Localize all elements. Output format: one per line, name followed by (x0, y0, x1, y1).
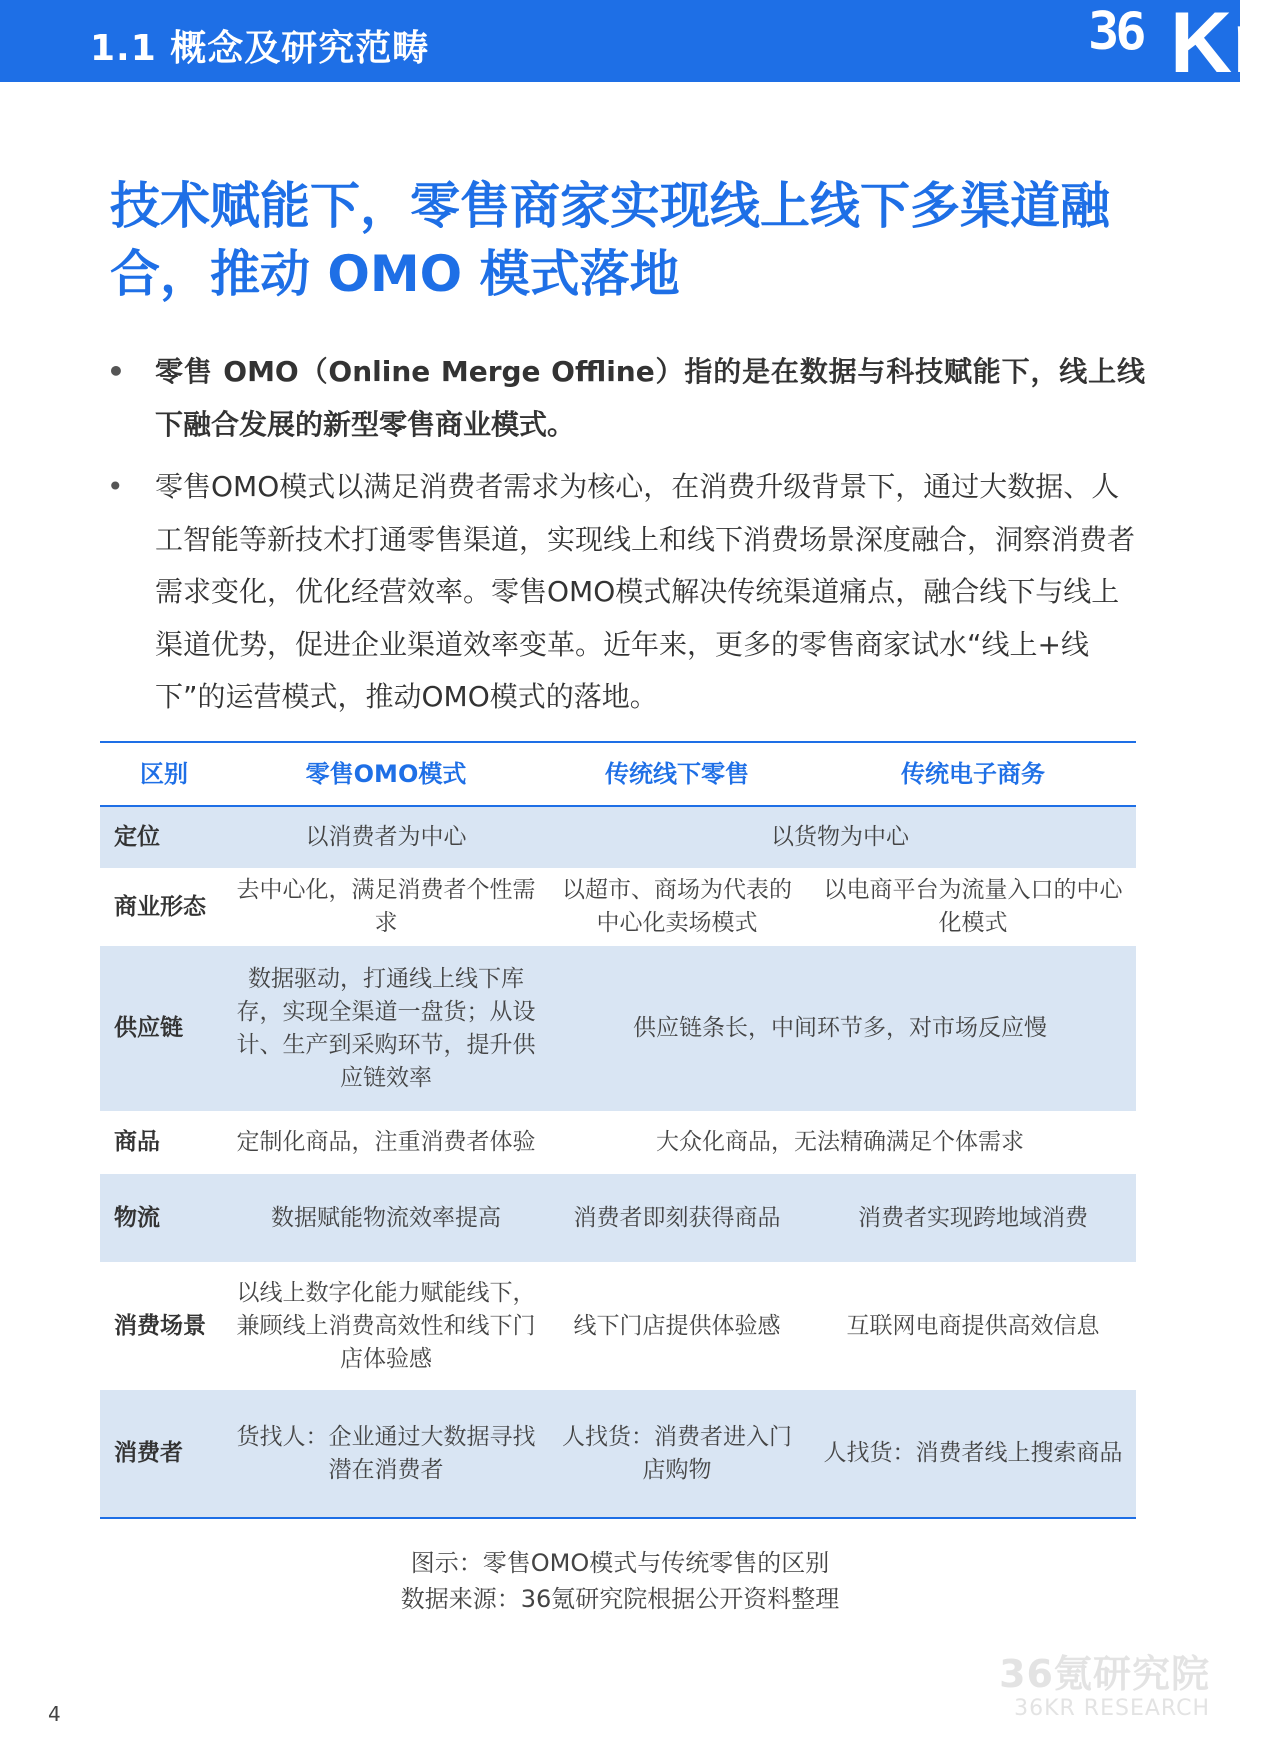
table-cell: 数据赋能物流效率提高 (228, 1174, 544, 1262)
watermark (999, 1652, 1210, 1722)
row-label: 消费场景 (114, 1312, 206, 1339)
row-label: 定位 (100, 806, 228, 868)
bullet-dot-icon: • (107, 470, 124, 503)
figure-caption (0, 1545, 1240, 1617)
table-row (100, 1262, 1136, 1390)
table-header-row (100, 742, 1136, 806)
row-label: 物流 (100, 1174, 228, 1262)
column-header: 零售OMO模式 (305, 760, 467, 788)
comparison-table (100, 741, 1136, 1519)
caption-source: 数据来源：36氪研究院根据公开资料整理 (400, 1585, 840, 1613)
page-title: 技术赋能下，零售商家实现线上线下多渠道融合，推动 OMO 模式落地 (110, 177, 1110, 303)
row-label: 消费者 (100, 1390, 228, 1518)
caption-title: 图示：零售OMO模式与传统零售的区别 (410, 1549, 830, 1577)
column-header: 传统线下零售 (605, 760, 749, 788)
column-header: 区别 (140, 760, 188, 788)
watermark-cn: 36氪研究院 (999, 1652, 1210, 1696)
table-cell: 数据驱动，打通线上线下库存，实现全渠道一盘货；从设计、生产到采购环节，提升供应链效率 (228, 946, 544, 1111)
table-cell: 以超市、商场为代表的中心化卖场模式 (562, 877, 792, 936)
table-cell: 以线上数字化能力赋能线下，兼顾线上消费高效性和线下门店体验感 (236, 1279, 536, 1372)
bullet-item (105, 345, 1145, 451)
table-cell: 人找货：消费者进入门店购物 (544, 1390, 810, 1518)
bullet-list (105, 345, 1145, 724)
table-cell: 定制化商品，注重消费者体验 (236, 1129, 536, 1155)
table-cell: 货找人：企业通过大数据寻找潜在消费者 (228, 1390, 544, 1518)
table-cell: 消费者即刻获得商品 (544, 1174, 810, 1262)
table-cell: 大众化商品，无法精确满足个体需求 (656, 1129, 1024, 1155)
bullet-item (105, 461, 1145, 724)
column-header: 传统电子商务 (901, 760, 1045, 788)
table-row (100, 1111, 1136, 1174)
page-header (0, 0, 1266, 91)
logo-number: 36 (1088, 2, 1143, 62)
watermark-en: 36KR RESEARCH (1014, 1696, 1210, 1721)
table-row (100, 806, 1136, 868)
table-row (100, 946, 1136, 1111)
section-title: 1.1 概念及研究范畴 (90, 28, 430, 69)
table-cell: 以电商平台为流量入口的中心化模式 (823, 877, 1123, 936)
table-cell: 供应链条长，中间环节多，对市场反应慢 (544, 946, 1136, 1111)
table-cell: 线下门店提供体验感 (573, 1312, 781, 1339)
logo-letters: Kr (1170, 0, 1266, 91)
table-row (100, 868, 1136, 946)
bullet-dot-icon: • (107, 355, 125, 388)
bullet-text: 零售OMO模式以满足消费者需求为核心，在消费升级背景下，通过大数据、人工智能等新技术打通零售渠道，实现线上和线下消费场景深度融合，洞察消费者需求变化，优化经营效率。零售OMO模式解决传统渠道痛点，融合线下与线上渠道优势，促进企业渠道效率变革。近年来，更多的零售商家试水“线上+线下”的运营模式，推动OMO模式的落地。 (155, 470, 1136, 713)
table-row (100, 1174, 1136, 1262)
row-label: 供应链 (100, 946, 228, 1111)
page-number: 4 (48, 1702, 61, 1726)
table-cell: 消费者实现跨地域消费 (810, 1174, 1136, 1262)
36kr-logo (1080, 0, 1266, 91)
table-cell: 人找货：消费者线上搜索商品 (810, 1390, 1136, 1518)
bullet-text: 零售 OMO（Online Merge Offline）指的是在数据与科技赋能下，线上线下融合发展的新型零售商业模式。 (155, 355, 1145, 441)
table-cell: 互联网电商提供高效信息 (846, 1312, 1100, 1339)
row-label: 商业形态 (114, 893, 206, 920)
table-cell: 以消费者为中心 (228, 806, 544, 868)
table-cell: 去中心化，满足消费者个性需求 (236, 877, 536, 936)
table-cell: 以货物为中心 (544, 806, 1136, 868)
table-row (100, 1390, 1136, 1518)
row-label: 商品 (114, 1129, 160, 1155)
